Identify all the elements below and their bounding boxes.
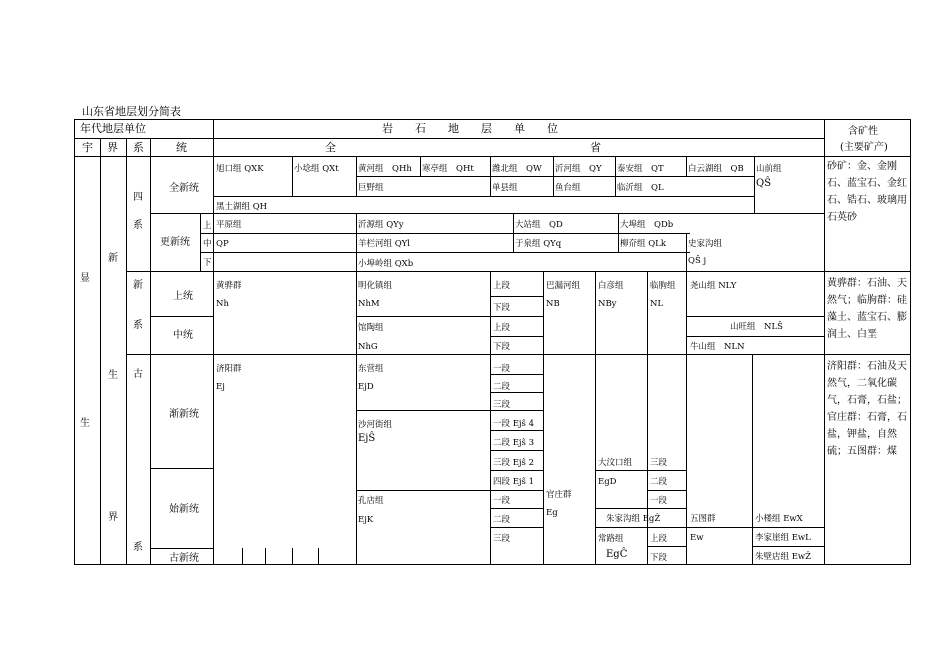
col-line-series xyxy=(213,119,214,565)
system-p-2: 系 xyxy=(133,542,143,553)
unit-lower-seg: 下段 xyxy=(493,303,511,313)
minerals-quaternary: 砂矿：金、金刚石、蓝宝石、金红石、锆石、玻璃用石英砂 xyxy=(827,161,907,223)
holo-v-3 xyxy=(420,157,421,176)
neo-rule-3 xyxy=(686,336,824,337)
neo-v-1 xyxy=(356,272,357,354)
unit-ew: Ew xyxy=(690,533,704,543)
pal-v-7 xyxy=(752,355,753,565)
pal-rule-s6 xyxy=(490,508,543,509)
unit-pingyuan: 平原组 xyxy=(216,220,242,230)
pal-rule-s7 xyxy=(490,527,543,528)
neo-v-6 xyxy=(686,272,687,354)
era-label-2: 生 xyxy=(108,370,118,381)
unit-qxk: 旭口组 QXK xyxy=(216,164,264,174)
unit-lower-seg2: 下段 xyxy=(493,342,511,352)
unit-ejs: EjŜ xyxy=(358,433,376,444)
rule-plio-mio xyxy=(150,316,213,317)
pal-rule-wt xyxy=(752,546,824,547)
series-holocene: 全新统 xyxy=(169,183,199,194)
unit-seg1s4: 一段 Ejŝ 4 xyxy=(493,419,535,429)
unit-dw-seg3: 三段 xyxy=(650,458,668,468)
unit-liuyu: 柳夼组 QLk xyxy=(620,239,666,249)
unit-upper-seg: 上段 xyxy=(493,281,511,291)
unit-zhubi: 朱壁店组 EwẐ xyxy=(755,552,812,562)
col-line-eon xyxy=(100,138,101,565)
rule-eoc-pal xyxy=(150,548,213,549)
document-title: 山东省地层划分简表 xyxy=(82,105,181,118)
pal-tick-3 xyxy=(292,548,293,565)
unit-seg2s3: 二段 Ejŝ 3 xyxy=(493,438,535,448)
series-miocene: 中统 xyxy=(173,330,193,341)
neo-rule-5 xyxy=(490,336,543,337)
unit-nhg: NhG xyxy=(358,342,378,352)
unit-seg4s1: 四段 Ejŝ 1 xyxy=(493,477,535,487)
unit-shahejie: 沙河街组 xyxy=(358,420,393,430)
header-minerals-sub: (主要矿产) xyxy=(840,142,888,153)
unit-seg2: 二段 xyxy=(493,382,511,392)
rule-q-n xyxy=(126,271,911,272)
era-label-3: 界 xyxy=(108,512,118,523)
neo-rule-1 xyxy=(356,316,543,317)
header-rule-2 xyxy=(74,156,911,157)
unit-yangjiaju: 羊栏河组 QYl xyxy=(358,239,411,249)
unit-lijiaya: 李家崖组 EwL xyxy=(755,533,811,543)
unit-dawenkou: 大汶口组 xyxy=(598,458,633,468)
minerals-neogene: 黄骅群：石油、天然气；临朐群：硅藻土、蓝宝石、膨润土、白垩 xyxy=(827,278,907,340)
pleistocene-upper: 上 xyxy=(203,221,212,231)
unit-niushan: 牛山组 NLN xyxy=(690,342,745,352)
unit-minghuazhen: 明化镇组 xyxy=(358,281,393,291)
holo-v-4 xyxy=(490,157,491,196)
pal-rule-cl xyxy=(647,546,686,547)
system-n-2: 系 xyxy=(133,320,143,331)
plei-sub-col xyxy=(200,213,201,271)
unit-juye: 巨野组 xyxy=(358,183,384,193)
unit-cl-lower: 下段 xyxy=(650,553,668,563)
unit-yuquan: 于泉组 QYq xyxy=(515,239,562,249)
unit-seg3s2: 三段 Ejŝ 2 xyxy=(493,458,535,468)
header-rule-1 xyxy=(74,138,824,139)
system-q-2: 系 xyxy=(133,220,143,231)
unit-qw: 潍北组 QW xyxy=(492,164,542,174)
plei-v-3 xyxy=(618,213,619,252)
series-eocene: 始新统 xyxy=(169,504,199,515)
unit-qy: 沂河组 QY xyxy=(555,164,602,174)
unit-upper-seg2: 上段 xyxy=(493,323,511,333)
unit-eg: Eg xyxy=(546,508,558,518)
unit-dawen: 大埠组 QDb xyxy=(620,220,674,230)
unit-baiyan: 白彦组 xyxy=(598,281,624,291)
holo-v-6 xyxy=(615,157,616,196)
pleistocene-middle: 中 xyxy=(203,239,212,249)
pal-tick-2 xyxy=(265,548,266,565)
neo-v-2 xyxy=(490,272,491,354)
pal-rule-dw1 xyxy=(595,470,686,471)
header-series: 统 xyxy=(176,141,187,154)
unit-nhm: NhM xyxy=(358,299,380,309)
pal-rule-dw2 xyxy=(647,490,686,491)
era-label-1: 新 xyxy=(108,253,118,264)
unit-heitu: 黑土湖组 QH xyxy=(216,202,268,212)
unit-qhh: 黄河组 QHh xyxy=(358,164,412,174)
rule-olig-eoc xyxy=(150,468,213,469)
neo-rule-2 xyxy=(686,316,824,317)
unit-linqu: 临朐组 xyxy=(650,281,676,291)
unit-seg3: 三段 xyxy=(493,400,511,410)
col-line-minerals xyxy=(824,119,825,565)
unit-shanqian: 山前组 xyxy=(756,164,782,174)
table-border-bottom xyxy=(74,564,911,565)
unit-xiaolou: 小楼组 EwX xyxy=(755,514,803,524)
series-pleistocene: 更新统 xyxy=(160,237,190,248)
unit-yaoshan: 尧山组 NLY xyxy=(690,281,737,291)
unit-kd-seg2: 二段 xyxy=(493,515,511,525)
header-sheng: 省 xyxy=(590,141,601,154)
header-eon: 宇 xyxy=(82,141,93,154)
unit-guanzhuang: 官庄群 xyxy=(546,490,572,500)
unit-dw-seg2: 二段 xyxy=(650,477,668,487)
pal-rule-zj xyxy=(595,527,824,528)
unit-egc: EgĈ xyxy=(606,549,628,560)
unit-ej: Ej xyxy=(216,382,225,392)
unit-qht: 寒亭组 QHt xyxy=(422,164,474,174)
eon-label-2: 生 xyxy=(80,418,90,429)
eon-label-1: 显 xyxy=(80,273,90,284)
pal-rule-s5 xyxy=(490,470,543,471)
pal-v-6 xyxy=(686,355,687,565)
rule-holo-plei xyxy=(150,213,824,214)
unit-linyi: 临沂组 QL xyxy=(617,183,664,193)
plei-sub-1 xyxy=(200,233,690,234)
series-oligocene: 渐新统 xyxy=(169,409,199,420)
unit-xiaopoling: 小埠岭组 QXb xyxy=(358,259,414,269)
header-rock-units: 岩 石 地 层 单 位 xyxy=(382,122,558,135)
unit-shanxian: 单县组 xyxy=(492,183,518,193)
unit-ejk: EjK xyxy=(358,515,374,525)
pal-tick-4 xyxy=(318,548,319,565)
unit-shijiagou: 史家沟组 xyxy=(688,239,723,249)
pal-rule-dw3 xyxy=(595,508,686,509)
header-minerals: 含矿性 xyxy=(848,126,878,137)
pal-v-3 xyxy=(543,355,544,565)
unit-yutai: 鱼台组 xyxy=(555,183,581,193)
series-paleocene: 古新统 xyxy=(169,553,199,564)
unit-dongying: 东营组 xyxy=(358,364,384,374)
unit-seg1: 一段 xyxy=(493,364,511,374)
neo-v-4 xyxy=(595,272,596,354)
unit-yiyuan: 沂源组 QYy xyxy=(358,220,404,230)
pal-rule-s3 xyxy=(490,430,543,431)
unit-huanghua: 黄骅群 xyxy=(216,281,242,291)
system-n-1: 新 xyxy=(133,280,143,291)
unit-nby: NBy xyxy=(598,299,617,309)
pal-tick-1 xyxy=(242,548,243,565)
holo-v-5 xyxy=(553,157,554,196)
holo-rule-a xyxy=(356,176,754,177)
unit-qsj: QŜ j xyxy=(688,256,707,266)
unit-cl-upper: 上段 xyxy=(650,534,668,544)
unit-dw-seg1: 一段 xyxy=(650,496,668,506)
header-era: 界 xyxy=(107,141,118,154)
unit-dazhan: 大站组 QD xyxy=(515,220,563,230)
unit-jiyang: 济阳群 xyxy=(216,364,242,374)
header-quan: 全 xyxy=(325,141,336,154)
system-q-1: 四 xyxy=(133,192,143,203)
pal-v-4 xyxy=(595,355,596,565)
unit-kd-seg3: 三段 xyxy=(493,534,511,544)
holo-rule-b xyxy=(213,196,754,197)
header-era-units: 年代地层单位 xyxy=(80,122,146,135)
unit-egd: EgD xyxy=(598,477,617,487)
unit-qt: 泰安组 QT xyxy=(617,164,664,174)
table-border-top xyxy=(74,119,911,120)
unit-kd-seg1: 一段 xyxy=(493,496,511,506)
pal-rule-s4 xyxy=(490,450,543,451)
col-line-system xyxy=(150,138,151,565)
unit-ejd: EjD xyxy=(358,382,374,392)
unit-qp: QP xyxy=(216,239,229,249)
unit-changlu: 常路组 xyxy=(598,534,624,544)
unit-bamanghe: 巴漏河组 xyxy=(546,281,581,291)
plei-v-1 xyxy=(356,213,357,271)
unit-shanwang: 山旺组 NLŜ xyxy=(730,322,783,332)
unit-wutu: 五图群 xyxy=(690,514,716,524)
unit-nb: NB xyxy=(546,299,560,309)
rule-n-p xyxy=(126,354,911,355)
unit-zhujiagou: 朱家沟组 EgẐ xyxy=(606,514,661,524)
header-system: 系 xyxy=(133,141,144,154)
table-border-left xyxy=(74,119,75,565)
unit-kongdian: 孔店组 xyxy=(358,496,384,506)
col-line-era xyxy=(126,138,127,565)
pal-v-2 xyxy=(490,355,491,565)
pal-rule-sh xyxy=(356,490,543,491)
minerals-paleogene: 济阳群：石油及天然气，二氧化碳气，石膏，石盐；官庄群：石膏，石盐，钾盐，自然硫；五图群：煤 xyxy=(827,361,907,457)
holo-v-8 xyxy=(754,157,755,213)
unit-guantao: 馆陶组 xyxy=(358,323,384,333)
holo-v-2 xyxy=(356,157,357,196)
unit-qs: QŜ xyxy=(756,178,772,189)
plei-v-2 xyxy=(513,213,514,252)
unit-qb: 白云湖组 QB xyxy=(688,164,744,174)
series-pliocene: 上统 xyxy=(173,291,193,302)
holo-v-7 xyxy=(686,157,687,176)
pleistocene-lower: 下 xyxy=(203,258,212,268)
pal-v-1 xyxy=(356,355,357,565)
pal-rule-dy xyxy=(356,410,543,411)
holo-v-1 xyxy=(292,157,293,196)
neo-v-3 xyxy=(543,272,544,354)
plei-sub-2 xyxy=(200,252,690,253)
neo-v-5 xyxy=(647,272,648,354)
unit-nl: NL xyxy=(650,299,664,309)
plei-v-4 xyxy=(686,233,687,271)
neo-rule-4 xyxy=(490,296,543,297)
unit-nh: Nh xyxy=(216,299,229,309)
system-p-1: 古 xyxy=(133,369,143,380)
pal-v-5 xyxy=(647,355,648,565)
unit-qxt: 小埝组 QXt xyxy=(294,164,339,174)
